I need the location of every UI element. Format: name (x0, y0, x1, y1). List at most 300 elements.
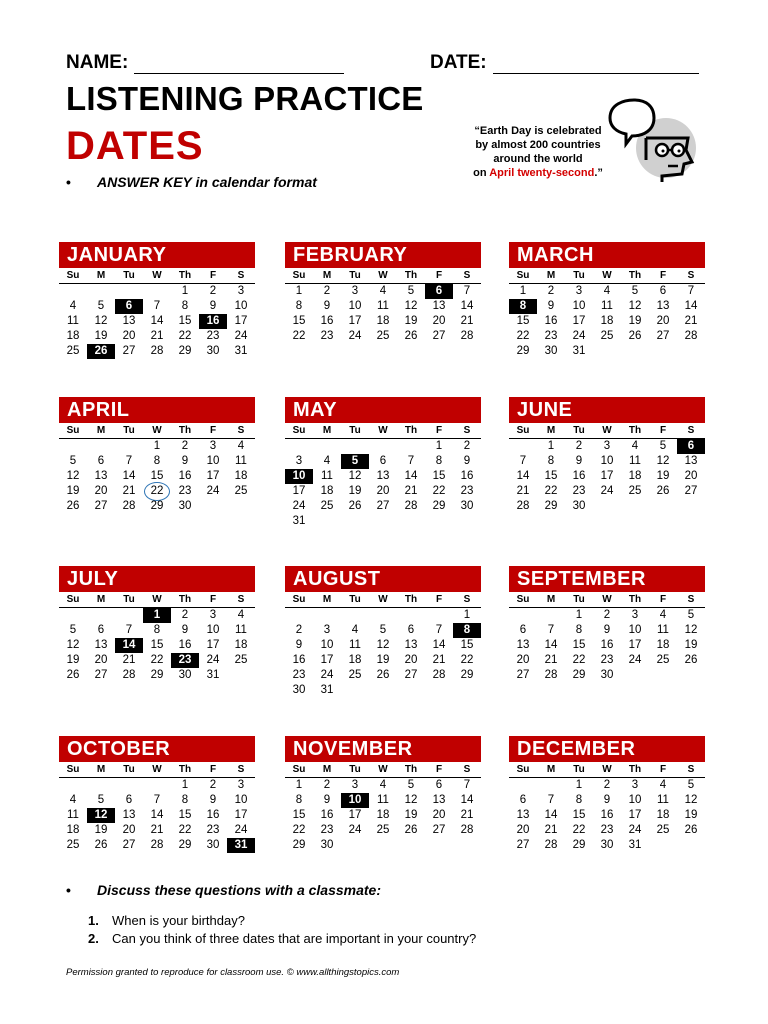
date-cell: 28 (150, 839, 164, 851)
date-cell: 26 (684, 654, 698, 666)
month-name: JANUARY (59, 242, 255, 268)
date-cell: 20 (122, 330, 136, 342)
date-cell: 17 (292, 485, 306, 497)
date-cell: 4 (659, 609, 667, 621)
date-cell: 19 (66, 485, 80, 497)
date-label: DATE: (430, 52, 487, 73)
date-cell: 12 (656, 455, 670, 467)
weekday-label: M (546, 594, 556, 605)
date-cell: 15 (572, 809, 586, 821)
date-cell: 19 (66, 654, 80, 666)
highlighted-date: 8 (509, 299, 537, 314)
date-cell: 21 (544, 824, 558, 836)
date-cell: 21 (460, 809, 474, 821)
date-cell: 9 (323, 794, 331, 806)
weekday-label: W (602, 270, 612, 281)
weekday-label: Su (66, 425, 80, 436)
empty-cell (537, 608, 565, 623)
weekday-label: W (378, 270, 388, 281)
weekday-header (59, 762, 255, 778)
weekday-label: W (152, 764, 162, 775)
empty-cell (397, 439, 425, 454)
weekday-label: Th (628, 764, 642, 775)
empty-cell (285, 439, 313, 454)
page-title: LISTENING PRACTICE (66, 80, 424, 117)
date-cell: 14 (544, 639, 558, 651)
date-cell: 6 (407, 624, 415, 636)
empty-cell (143, 778, 171, 793)
date-cell: 23 (320, 330, 334, 342)
date-cell: 19 (684, 809, 698, 821)
weekday-label: F (435, 594, 443, 605)
date-cell: 2 (603, 609, 611, 621)
date-cell: 22 (432, 485, 446, 497)
date-cell: 10 (572, 300, 586, 312)
weekday-label: Th (628, 594, 642, 605)
date-cell: 12 (684, 624, 698, 636)
empty-cell (509, 439, 537, 454)
date-cell: 13 (122, 315, 136, 327)
earth-day-quote (462, 124, 614, 180)
quote-line: by almost 200 countries (475, 139, 601, 151)
date-cell: 20 (94, 654, 108, 666)
weekday-label: Su (292, 764, 306, 775)
weekday-header (285, 592, 481, 608)
empty-cell (59, 778, 87, 793)
date-cell: 10 (234, 300, 248, 312)
date-cell: 1 (181, 285, 189, 297)
date-cell: 4 (351, 624, 359, 636)
discuss-heading (66, 882, 381, 898)
date-cell: 18 (66, 824, 80, 836)
highlighted-date: 10 (341, 793, 369, 808)
date-cell: 23 (544, 330, 558, 342)
date-cell: 21 (544, 654, 558, 666)
date-cell: 16 (178, 639, 192, 651)
date-cell: 2 (209, 285, 217, 297)
month-calendar-july (59, 566, 255, 683)
date-cell: 20 (684, 470, 698, 482)
list-item (88, 912, 476, 930)
weekday-label: F (659, 270, 667, 281)
weekday-header (285, 423, 481, 439)
date-cell: 16 (320, 315, 334, 327)
date-cell: 1 (181, 779, 189, 791)
weekday-label: Th (404, 594, 418, 605)
empty-cell (341, 608, 369, 623)
date-cell: 28 (544, 669, 558, 681)
empty-cell (87, 439, 115, 454)
date-cell: 18 (320, 485, 334, 497)
date-cell: 11 (657, 624, 669, 636)
date-cell: 21 (122, 654, 136, 666)
date-cell: 4 (659, 779, 667, 791)
date-cell: 4 (69, 794, 77, 806)
weekday-header (59, 423, 255, 439)
highlighted-date: 6 (425, 284, 453, 299)
date-cell: 2 (575, 440, 583, 452)
date-cell: 8 (181, 794, 189, 806)
weekday-header (509, 423, 705, 439)
date-cell: 28 (404, 500, 418, 512)
answer-key-bullet (66, 174, 317, 190)
date-cell: 19 (404, 809, 418, 821)
month-name: FEBRUARY (285, 242, 481, 268)
empty-cell (87, 778, 115, 793)
date-cell: 2 (323, 285, 331, 297)
weekday-label: Tu (123, 594, 135, 605)
month-name: MARCH (509, 242, 705, 268)
date-cell: 14 (432, 639, 446, 651)
weekday-label: W (602, 764, 612, 775)
list-item (88, 930, 476, 948)
empty-cell (369, 439, 397, 454)
date-cell: 26 (684, 824, 698, 836)
date-cell: 30 (206, 345, 220, 357)
date-cell: 6 (659, 285, 667, 297)
date-cell: 23 (572, 485, 586, 497)
date-cell: 13 (516, 639, 530, 651)
date-cell: 9 (575, 455, 583, 467)
date-cell: 30 (600, 839, 614, 851)
date-cell: 15 (178, 315, 192, 327)
date-cell: 8 (153, 624, 161, 636)
weekday-label: M (96, 594, 106, 605)
date-cell: 1 (295, 779, 303, 791)
date-cell: 31 (292, 515, 306, 527)
date-cell: 27 (432, 330, 446, 342)
date-cell: 1 (435, 440, 443, 452)
weekday-label: Tu (573, 425, 585, 436)
date-cell: 24 (234, 824, 248, 836)
date-cell: 28 (460, 330, 474, 342)
date-cell: 8 (547, 455, 555, 467)
weekday-label: S (237, 764, 245, 775)
date-cell: 23 (292, 669, 306, 681)
empty-cell (509, 778, 537, 793)
date-cell: 7 (519, 455, 527, 467)
date-cell: 24 (628, 654, 642, 666)
date-cell: 10 (234, 794, 248, 806)
weekday-label: Tu (349, 270, 361, 281)
date-cell: 9 (603, 794, 611, 806)
date-cell: 10 (348, 300, 362, 312)
date-cell: 1 (463, 609, 471, 621)
month-name: SEPTEMBER (509, 566, 705, 592)
date-cell: 12 (376, 639, 390, 651)
date-cell: 30 (600, 669, 614, 681)
weekday-header (509, 762, 705, 778)
date-cell: 15 (572, 639, 586, 651)
date-cell: 10 (206, 455, 220, 467)
date-cell: 29 (460, 669, 474, 681)
date-cell: 23 (460, 485, 474, 497)
weekday-label: Th (178, 270, 192, 281)
date-cell: 3 (323, 624, 331, 636)
date-cell: 13 (656, 300, 670, 312)
date-cell: 19 (94, 330, 108, 342)
date-cell: 3 (237, 285, 245, 297)
date-cell: 7 (125, 624, 133, 636)
date-cell: 12 (94, 315, 108, 327)
date-cell: 2 (547, 285, 555, 297)
date-cell: 26 (66, 500, 80, 512)
date-cell: 1 (153, 440, 161, 452)
date-cell: 28 (516, 500, 530, 512)
weekday-header (509, 592, 705, 608)
date-cell: 16 (460, 470, 474, 482)
circled-date: 22 (143, 484, 171, 499)
date-cell: 15 (292, 315, 306, 327)
date-cell: 29 (150, 500, 164, 512)
date-cell: 20 (94, 485, 108, 497)
month-name: JULY (59, 566, 255, 592)
date-cell: 21 (684, 315, 698, 327)
date-cell: 24 (600, 485, 614, 497)
date-cell: 6 (125, 794, 133, 806)
date-cell: 17 (320, 654, 334, 666)
date-cell: 14 (404, 470, 418, 482)
weekday-label: W (602, 594, 612, 605)
date-cell: 21 (150, 330, 164, 342)
date-cell: 25 (376, 330, 390, 342)
date-cell: 16 (320, 809, 334, 821)
date-cell: 24 (572, 330, 586, 342)
weekday-label: Th (178, 764, 192, 775)
date-cell: 28 (122, 669, 136, 681)
date-cell: 5 (407, 285, 415, 297)
date-cell: 6 (519, 794, 527, 806)
date-cell: 18 (656, 639, 670, 651)
date-cell: 18 (348, 654, 362, 666)
date-cell: 18 (656, 809, 670, 821)
date-cell: 30 (572, 500, 586, 512)
highlighted-date: 6 (677, 439, 705, 454)
date-cell: 15 (460, 639, 474, 651)
date-cell: 2 (181, 440, 189, 452)
weekday-label: M (546, 270, 556, 281)
date-cell: 27 (656, 330, 670, 342)
date-cell: 31 (572, 345, 586, 357)
highlighted-date: 6 (115, 299, 143, 314)
date-cell: 17 (348, 315, 362, 327)
weekday-label: M (546, 425, 556, 436)
date-cell: 3 (603, 440, 611, 452)
date-cell: 8 (295, 300, 303, 312)
date-cell: 28 (544, 839, 558, 851)
date-cell: 8 (181, 300, 189, 312)
date-cell: 30 (460, 500, 474, 512)
date-cell: 19 (376, 654, 390, 666)
date-grid (59, 778, 255, 853)
date-cell: 22 (178, 824, 192, 836)
date-cell: 3 (351, 779, 359, 791)
date-cell: 25 (66, 839, 80, 851)
date-cell: 23 (320, 824, 334, 836)
date-cell: 17 (348, 809, 362, 821)
date-cell: 25 (66, 345, 80, 357)
date-cell: 27 (122, 345, 136, 357)
weekday-label: Th (404, 425, 418, 436)
date-cell: 26 (628, 330, 642, 342)
date-cell: 30 (178, 500, 192, 512)
highlighted-date: 10 (285, 469, 313, 484)
highlighted-date: 12 (87, 808, 115, 823)
date-cell: 11 (235, 455, 247, 467)
weekday-label: S (687, 425, 695, 436)
date-cell: 31 (320, 684, 334, 696)
date-cell: 1 (295, 285, 303, 297)
weekday-label: W (378, 764, 388, 775)
weekday-label: M (96, 764, 106, 775)
date-cell: 27 (432, 824, 446, 836)
month-name: DECEMBER (509, 736, 705, 762)
date-cell: 15 (150, 470, 164, 482)
quote-prefix: on (473, 167, 490, 179)
date-cell: 2 (603, 779, 611, 791)
date-grid (285, 608, 481, 698)
date-cell: 26 (94, 839, 108, 851)
weekday-label: Su (66, 270, 80, 281)
weekday-label: W (378, 594, 388, 605)
date-cell: 30 (292, 684, 306, 696)
quote-line (462, 166, 614, 180)
date-cell: 24 (348, 330, 362, 342)
month-calendar-october (59, 736, 255, 853)
weekday-label: M (546, 764, 556, 775)
date-cell: 23 (206, 824, 220, 836)
date-cell: 5 (379, 624, 387, 636)
empty-cell (87, 608, 115, 623)
weekday-label: W (152, 594, 162, 605)
date-cell: 14 (684, 300, 698, 312)
date-cell: 31 (628, 839, 642, 851)
date-cell: 1 (575, 779, 583, 791)
date-cell: 6 (97, 624, 105, 636)
date-grid (285, 439, 481, 529)
quote-line: around the world (493, 153, 583, 165)
date-grid (509, 608, 705, 683)
date-cell: 11 (629, 455, 641, 467)
empty-cell (59, 608, 87, 623)
weekday-label: F (659, 764, 667, 775)
date-cell: 7 (463, 285, 471, 297)
date-blank (493, 57, 699, 74)
date-cell: 12 (348, 470, 362, 482)
answer-key-text: ANSWER KEY in calendar format (97, 174, 317, 190)
empty-cell (313, 439, 341, 454)
date-cell: 28 (460, 824, 474, 836)
date-cell: 26 (66, 669, 80, 681)
empty-cell (59, 439, 87, 454)
date-cell: 14 (460, 794, 474, 806)
quote-line: “Earth Day is celebrated (474, 125, 602, 137)
date-cell: 28 (122, 500, 136, 512)
name-blank (134, 57, 344, 74)
weekday-label: Th (178, 425, 192, 436)
weekday-label: Th (628, 425, 642, 436)
date-cell: 10 (628, 624, 642, 636)
date-cell: 9 (181, 624, 189, 636)
date-cell: 2 (323, 779, 331, 791)
date-cell: 7 (547, 624, 555, 636)
date-cell: 29 (572, 669, 586, 681)
date-grid (285, 284, 481, 344)
date-cell: 11 (377, 300, 389, 312)
month-name: OCTOBER (59, 736, 255, 762)
date-cell: 19 (94, 824, 108, 836)
date-cell: 9 (209, 794, 217, 806)
date-cell: 16 (178, 470, 192, 482)
empty-cell (313, 608, 341, 623)
date-cell: 16 (600, 809, 614, 821)
date-cell: 19 (404, 315, 418, 327)
weekday-label: S (237, 425, 245, 436)
date-cell: 3 (295, 455, 303, 467)
date-cell: 15 (432, 470, 446, 482)
date-cell: 8 (153, 455, 161, 467)
date-cell: 16 (544, 315, 558, 327)
weekday-label: F (659, 425, 667, 436)
date-cell: 23 (600, 654, 614, 666)
date-cell: 13 (122, 809, 136, 821)
weekday-label: M (322, 764, 332, 775)
empty-cell (115, 778, 143, 793)
date-cell: 3 (631, 779, 639, 791)
empty-cell (285, 608, 313, 623)
date-cell: 4 (237, 440, 245, 452)
empty-cell (369, 608, 397, 623)
date-cell: 7 (125, 455, 133, 467)
quote-suffix: .” (594, 167, 603, 179)
date-cell: 29 (178, 839, 192, 851)
question-text: When is your birthday? (112, 913, 245, 928)
weekday-header (59, 268, 255, 284)
date-cell: 24 (320, 669, 334, 681)
date-grid (59, 439, 255, 514)
date-cell: 29 (572, 839, 586, 851)
highlighted-date: 1 (143, 608, 171, 623)
date-cell: 11 (377, 794, 389, 806)
date-cell: 26 (376, 669, 390, 681)
date-cell: 18 (234, 470, 248, 482)
empty-cell (87, 284, 115, 299)
empty-cell (397, 608, 425, 623)
date-cell: 5 (687, 779, 695, 791)
date-cell: 4 (631, 440, 639, 452)
date-cell: 13 (432, 300, 446, 312)
empty-cell (537, 778, 565, 793)
date-cell: 22 (516, 330, 530, 342)
date-cell: 28 (432, 669, 446, 681)
date-cell: 20 (404, 654, 418, 666)
date-cell: 24 (206, 654, 220, 666)
date-cell: 20 (656, 315, 670, 327)
date-cell: 14 (516, 470, 530, 482)
date-cell: 5 (69, 624, 77, 636)
date-cell: 23 (206, 330, 220, 342)
date-cell: 7 (547, 794, 555, 806)
date-cell: 22 (178, 330, 192, 342)
date-cell: 31 (206, 669, 220, 681)
date-field (430, 52, 699, 74)
empty-cell (115, 284, 143, 299)
date-cell: 19 (348, 485, 362, 497)
month-name: NOVEMBER (285, 736, 481, 762)
date-cell: 31 (234, 345, 248, 357)
footer-permission: Permission granted to reproduce for classroom use. © www.allthingstopics.com (66, 967, 400, 978)
date-cell: 16 (292, 654, 306, 666)
